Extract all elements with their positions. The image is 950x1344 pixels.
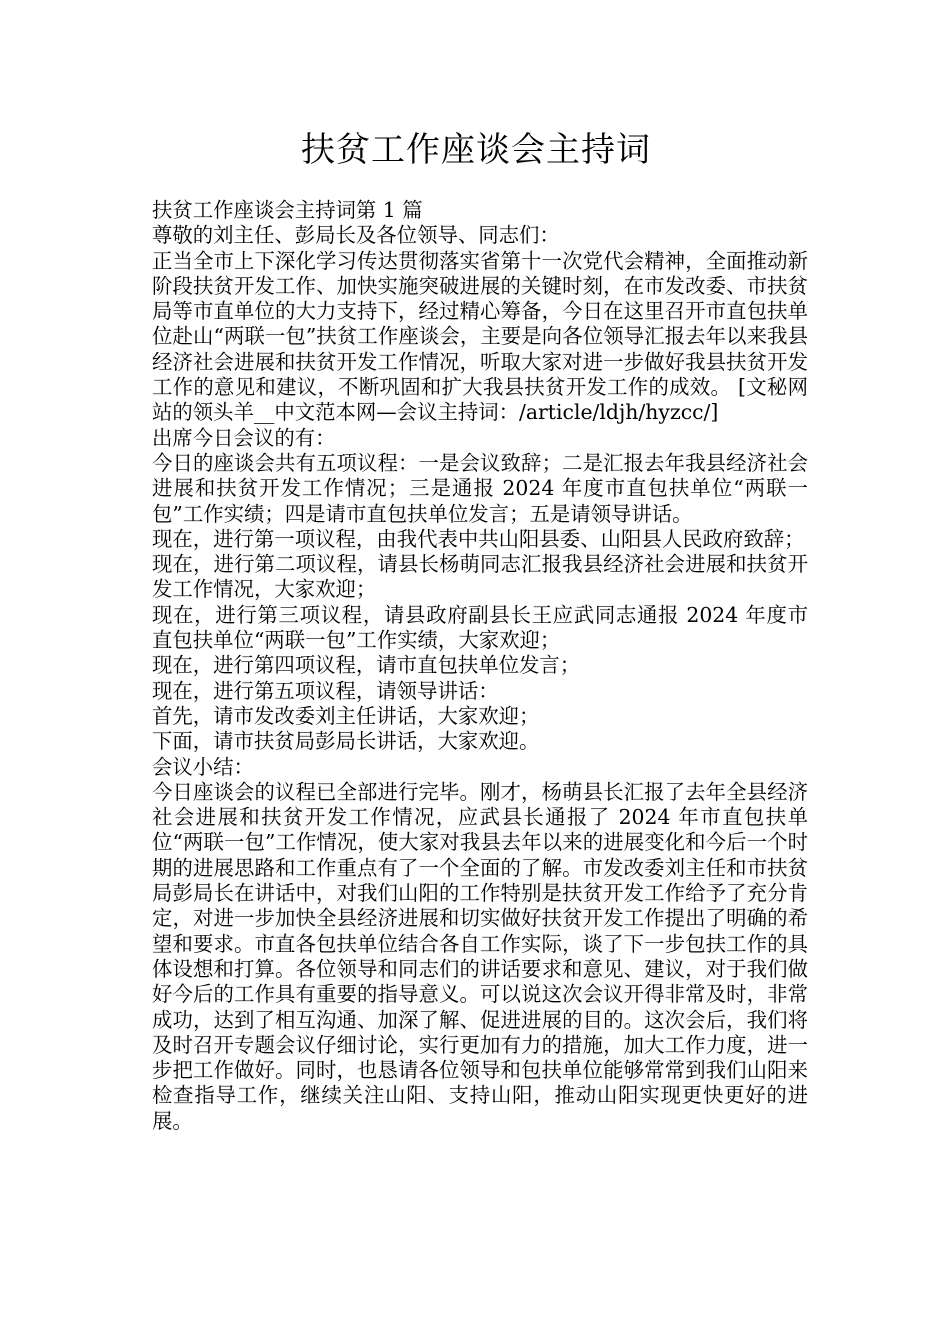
salutation: 尊敬的刘主任、彭局长及各位领导、同志们： bbox=[152, 223, 560, 248]
paragraph-item-3: 现在，进行第三项议程，请县政府副县长王应武同志通报 2024 年度市直包扶单位“两联一包”工作实绩，大家欢迎； bbox=[152, 602, 808, 653]
paragraph-speech-2: 下面，请市扶贫局彭局长讲话，大家欢迎。 bbox=[152, 729, 540, 754]
paragraph-summary: 今日座谈会的议程已全部进行完毕。刚才，杨萌县长汇报了去年全县经济社会进展和扶贫开发工作情况，应武县长通报了 2024 年市直包扶单位“两联一包”工作情况，使大家对我县去年以来的进展变化和今后一个时期的进展思路和工作重点有了一个全面的了解。市发改委刘主任和市扶贫局彭局长在讲话中，对我们山阳的工作特别是扶贫开发工作给予了充分肯定，对进一步加快全县经济进展和切实做好扶贫开发工作提出了明确的希望和要求。市直各包扶单位结合各自工作实际，谈了下一步包扶工作的具体设想和打算。各位领导和同志们的讲话要求和意见、建议，对于我们做好今后的工作具有重要的指导意义。可以说这次会议开得非常及时，非常成功，达到了相互沟通、加深了解、促进进展的目的。这次会后，我们将及时召开专题会议仔细讨论，实行更加有力的措施，加大工作力度，进一步把工作做好。同时，也恳请各位领导和包扶单位能够常常到我们山阳来检查指导工作，继续关注山阳、支持山阳，推动山阳实现更快更好的进展。 bbox=[152, 779, 808, 1133]
paragraph-item-1: 现在，进行第一项议程，由我代表中共山阳县委、山阳县人民政府致辞； bbox=[152, 526, 805, 551]
paragraph-intro: 正当全市上下深化学习传达贯彻落实省第十一次党代会精神，全面推动新阶段扶贫开发工作、加快实施突破进展的关键时刻，在市发改委、市扶贫局等市直单位的大力支持下，经过精心筹备，今日在这里召开市直包扶单位赴山“两联一包”扶贫工作座谈会，主要是向各位领导汇报去年以来我县经济社会进展和扶贫开发工作情况，听取大家对进一步做好我县扶贫开发工作的意见和建议，不断巩固和扩大我县扶贫开发工作的成效。 [文秘网站的领头羊__中文范本网—会议主持词：/article/ldjh/hyzcc/] bbox=[152, 248, 808, 425]
paragraph-item-2: 现在，进行第二项议程，请县长杨萌同志汇报我县经济社会进展和扶贫开发工作情况，大家欢迎； bbox=[152, 552, 808, 602]
document-title: 扶贫工作座谈会主持词 bbox=[301, 130, 651, 170]
paragraph-agenda: 今日的座谈会共有五项议程：一是会议致辞；二是汇报去年我县经济社会进展和扶贫开发工作情况；三是通报 2024 年度市直包扶单位“两联一包”工作实绩；四是请市直包扶单位发言；五是请领导讲话。 bbox=[152, 450, 808, 526]
paragraph-item-4: 现在，进行第四项议程，请市直包扶单位发言； bbox=[152, 653, 581, 678]
paragraph-attendees: 出席今日会议的有： bbox=[152, 425, 336, 450]
summary-heading: 会议小结： bbox=[152, 754, 254, 779]
document-page bbox=[144, 124, 808, 1134]
paragraph-item-5: 现在，进行第五项议程，请领导讲话： bbox=[152, 678, 499, 703]
section-heading: 扶贫工作座谈会主持词第 1 篇 bbox=[152, 198, 423, 222]
paragraph-speech-1: 首先，请市发改委刘主任讲话，大家欢迎； bbox=[152, 703, 540, 728]
